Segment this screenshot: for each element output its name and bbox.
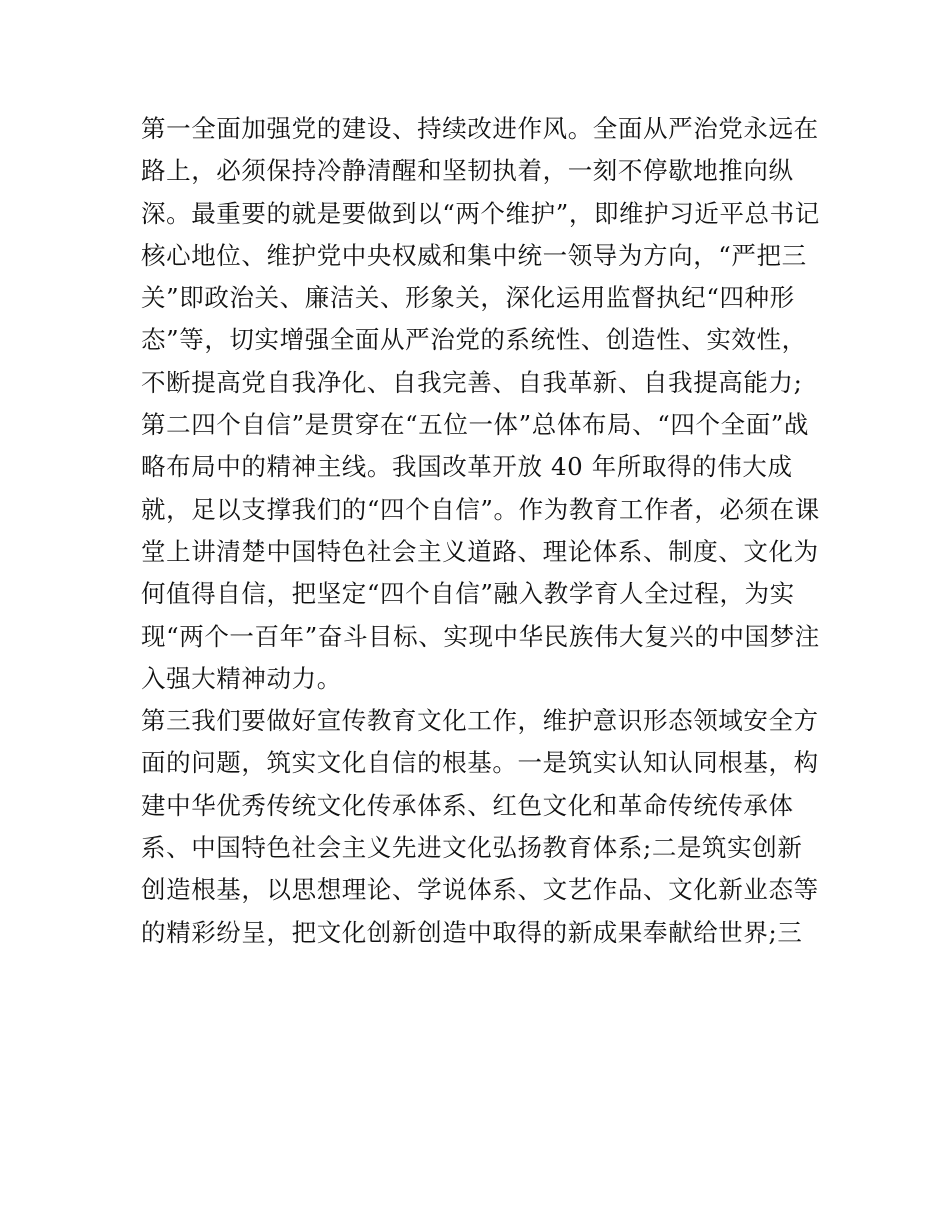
text-line-13: 现“两个一百年”奋斗目标、实现中华民族伟大复兴的中国梦注 [141,621,820,651]
text-line-2: 路上，必须保持冷静清醒和坚韧执着，一刻不停歇地推向纵 [141,156,794,186]
text-line-11: 堂上讲清楚中国特色社会主义道路、理论体系、制度、文化为 [141,536,819,566]
text-line-12: 何值得自信，把坚定“四个自信”融入教学育人全过程，为实 [141,579,795,609]
text-line-15: 第三我们要做好宣传教育文化工作，维护意识形态领域安全方 [141,706,819,736]
text-line-4: 核心地位、维护党中央权威和集中统一领导为方向，“严把三 [141,240,807,270]
text-line-14: 入强大精神动力。 [141,663,342,693]
text-line-19: 创造根基，以思想理论、学说体系、文艺作品、文化新业态等 [141,875,819,905]
text-line-3: 深。最重要的就是要做到以“两个维护”，即维护习近平总书记 [141,198,820,228]
text-line-16: 面的问题，筑实文化自信的根基。一是筑实认知认同根基，构 [141,748,819,778]
text-line-9: 略布局中的精神主线。我国改革开放 40 年所取得的伟大成 [141,452,793,482]
text-line-1: 第一全面加强党的建设、持续改进作风。全面从严治党永远在 [141,114,819,143]
text-line-20: 的精彩纷呈，把文化创新创造中取得的新成果奉献给世界;三 [141,917,803,947]
text-line-6: 态”等，切实增强全面从严治党的系统性、创造性、实效性， [141,325,807,355]
text-line-18: 系、中国特色社会主义先进文化弘扬教育体系;二是筑实创新 [141,833,803,863]
body-text [141,108,821,954]
text-line-7: 不断提高党自我净化、自我完善、自我革新、自我提高能力; [141,367,803,397]
text-line-17: 建中华优秀传统文化传承体系、红色文化和革命传统传承体 [141,790,794,820]
text-line-8: 第二四个自信”是贯穿在“五位一体”总体布局、“四个全面”战 [141,410,810,440]
text-line-10: 就，足以支撑我们的“四个自信”。作为教育工作者，必须在课 [141,494,820,524]
text-line-5: 关”即政治关、廉洁关、形象关，深化运用监督执纪“四种形 [141,283,795,313]
